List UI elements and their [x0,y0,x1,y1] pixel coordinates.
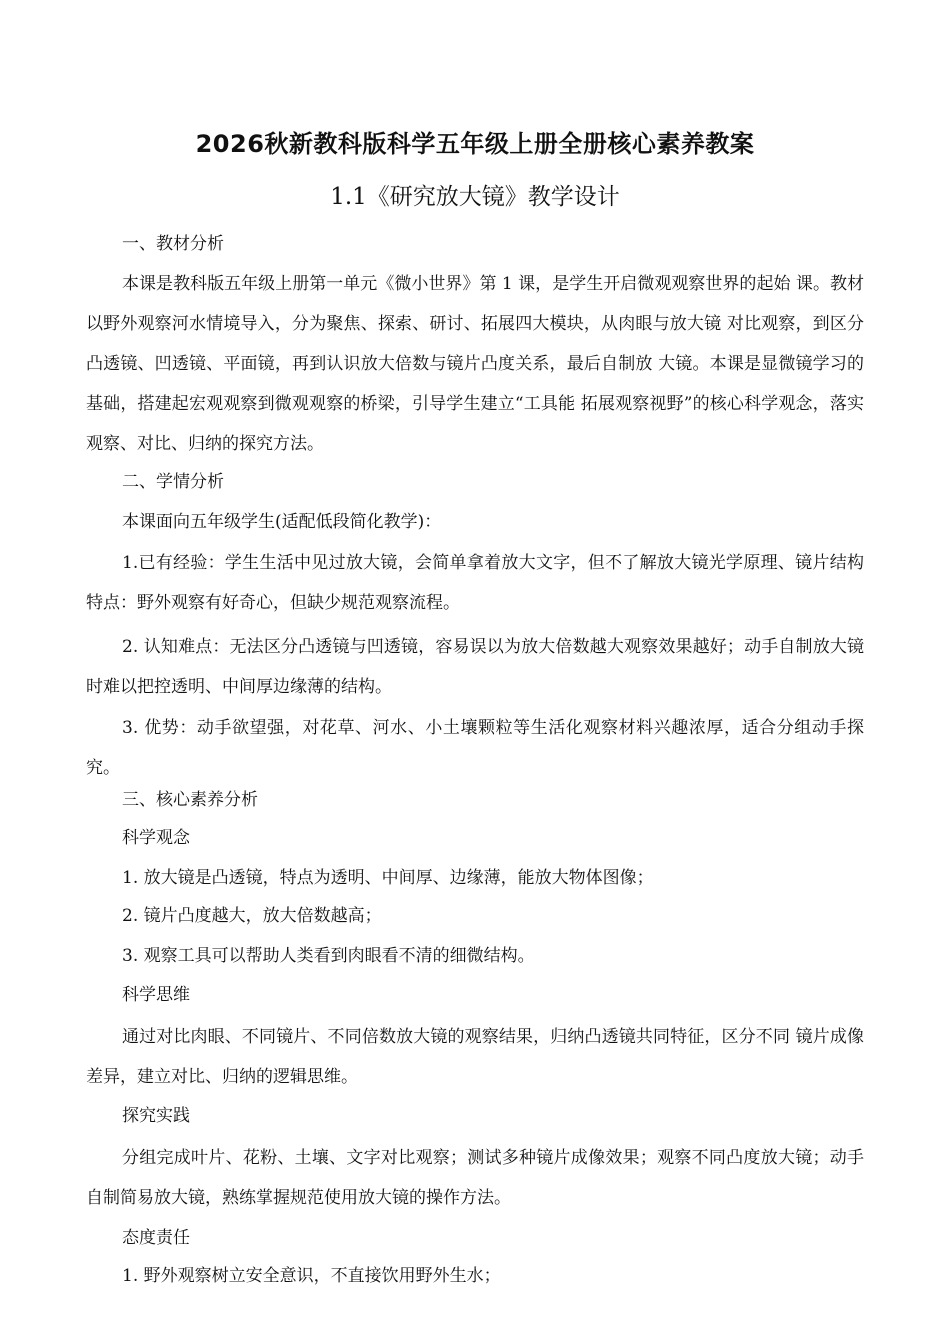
subheading-inquiry-practice: 探究实践 [122,1106,190,1126]
student-analysis-item-2: 2. 认知难点：无法区分凸透镜与凹透镜，容易误以为放大倍数越大观察效果越好；动手自制放大镜时难以把控透明、中间厚边缘薄的结构。 [86,637,864,697]
student-analysis-item-3: 3. 优势：动手欲望强，对花草、河水、小土壤颗粒等生活化观察材料兴趣浓厚，适合分组动手探究。 [86,718,864,778]
document-title: 2026秋新教科版科学五年级上册全册核心素养教案 [195,130,755,158]
section-heading-student-analysis: 二、学情分析 [122,472,224,492]
inquiry-practice-paragraph: 分组完成叶片、花粉、土壤、文字对比观察；测试多种镜片成像效果；观察不同凸度放大镜；动手自制简易放大镜，熟练掌握规范使用放大镜的操作方法。 [86,1148,864,1208]
student-analysis-intro: 本课面向五年级学生(适配低段简化教学)： [122,512,442,532]
section-heading-core-literacy: 三、核心素养分析 [122,790,258,810]
concept-item-3: 3. 观察工具可以帮助人类看到肉眼看不清的细微结构。 [122,946,535,966]
subheading-scientific-concept: 科学观念 [122,828,190,848]
subheading-scientific-thinking: 科学思维 [122,985,190,1005]
student-analysis-item-1: 1.已有经验：学生生活中见过放大镜，会简单拿着放大文字，但不了解放大镜光学原理、镜片结构特点：野外观察有好奇心，但缺少规范观察流程。 [86,553,864,613]
attitude-item-1: 1. 野外观察树立安全意识，不直接饮用野外生水； [122,1266,501,1286]
scientific-thinking-paragraph: 通过对比肉眼、不同镜片、不同倍数放大镜的观察结果，归纳凸透镜共同特征，区分不同 镜片成像差异，建立对比、归纳的逻辑思维。 [86,1027,864,1087]
subheading-attitude-responsibility: 态度责任 [122,1228,190,1248]
lesson-title: 1.1《研究放大镜》教学设计 [330,184,620,210]
textbook-analysis-paragraph: 本课是教科版五年级上册第一单元《微小世界》第 1 课，是学生开启微观观察世界的起始 课。教材以野外观察河水情境导入，分为聚焦、探索、研讨、拓展四大模块，从肉眼与放大镜 对比观察，到区分凸透镜、凹透镜、平面镜，再到认识放大倍数与镜片凸度关系，最后自制放 大镜。本课是显微镜学习的基础，搭建起宏观观察到微观观察的桥梁，引导学生建立“工具能 拓展观察视野”的核心科学观念，落实观察、对比、归纳的探究方法。 [86,274,864,454]
concept-item-1: 1. 放大镜是凸透镜，特点为透明、中间厚、边缘薄，能放大物体图像； [122,868,654,888]
section-heading-textbook-analysis: 一、教材分析 [122,234,224,254]
concept-item-2: 2. 镜片凸度越大，放大倍数越高； [122,906,382,926]
